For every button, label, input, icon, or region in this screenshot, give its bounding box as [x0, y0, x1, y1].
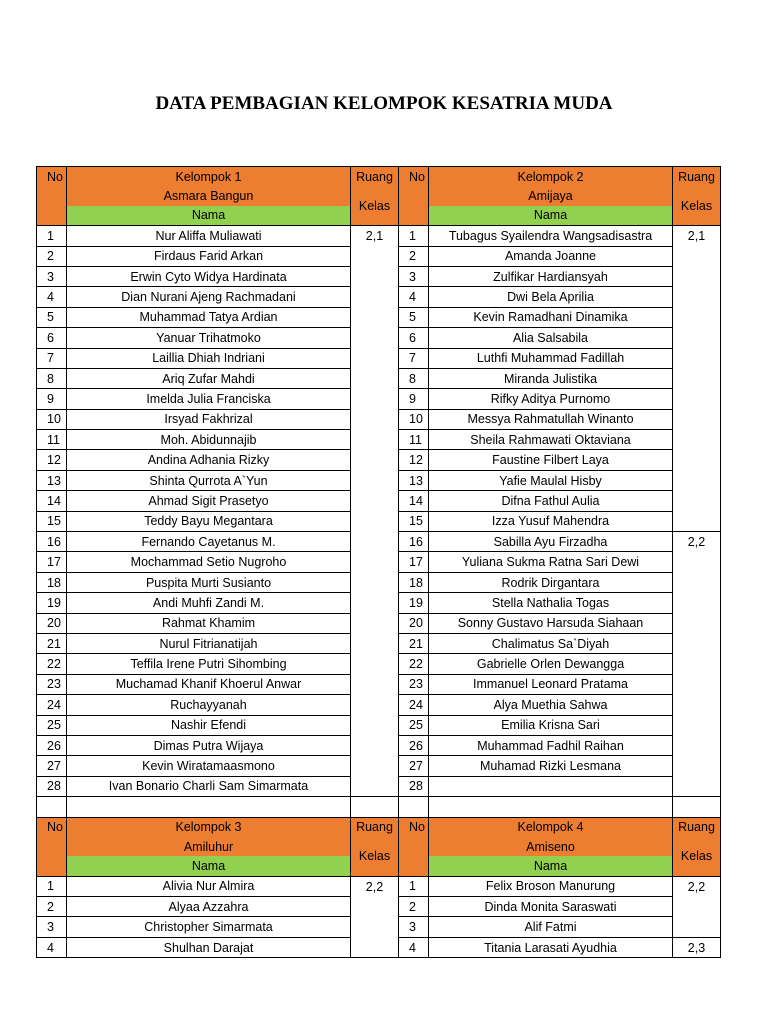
empty-cell	[37, 797, 67, 817]
room-class	[351, 552, 399, 572]
row-number: 11	[37, 430, 67, 450]
room-class: 2,1	[351, 226, 399, 246]
room-class	[351, 715, 399, 735]
room-class	[673, 389, 721, 409]
row-number: 2	[37, 897, 67, 917]
room-class: 2,1	[673, 226, 721, 246]
member-name: Alyaa Azzahra	[67, 897, 351, 917]
no-header: No	[37, 817, 67, 837]
row-number: 4	[399, 937, 429, 957]
room-class	[351, 266, 399, 286]
table-row	[37, 287, 721, 307]
table-row	[37, 633, 721, 653]
room-class	[673, 695, 721, 715]
room-class	[351, 389, 399, 409]
room-class	[351, 633, 399, 653]
row-number: 17	[399, 552, 429, 572]
table-row	[37, 613, 721, 633]
member-name: Sonny Gustavo Harsuda Siahaan	[429, 613, 673, 633]
row-number: 8	[37, 368, 67, 388]
room-class: 2,2	[351, 876, 399, 896]
room-class	[673, 430, 721, 450]
member-name: Shulhan Darajat	[67, 937, 351, 957]
room-class	[673, 654, 721, 674]
row-number: 24	[399, 695, 429, 715]
no-header: No	[399, 167, 429, 187]
room-class	[351, 246, 399, 266]
nama-header: Nama	[429, 206, 673, 226]
row-number: 7	[37, 348, 67, 368]
room-class	[673, 917, 721, 937]
row-number: 4	[37, 287, 67, 307]
row-number: 5	[399, 307, 429, 327]
no-header-blank	[399, 186, 429, 225]
room-class	[351, 695, 399, 715]
member-name: Andina Adhania Rizky	[67, 450, 351, 470]
group-name: Amiluhur	[67, 837, 351, 856]
room-class	[673, 674, 721, 694]
group-title: Kelompok 1	[67, 167, 351, 187]
member-name: Kevin Ramadhani Dinamika	[429, 307, 673, 327]
room-class	[673, 633, 721, 653]
member-name: Tubagus Syailendra Wangsadisastra	[429, 226, 673, 246]
row-number: 20	[37, 613, 67, 633]
row-number: 19	[399, 593, 429, 613]
room-class	[673, 776, 721, 796]
member-name: Alif Fatmi	[429, 917, 673, 937]
room-class	[673, 409, 721, 429]
row-number: 18	[37, 572, 67, 592]
room-class	[673, 287, 721, 307]
member-name: Chalimatus Sa`Diyah	[429, 633, 673, 653]
table-row	[37, 897, 721, 917]
room-class	[351, 897, 399, 917]
table-row	[37, 937, 721, 957]
room-class	[673, 511, 721, 531]
member-name: Dinda Monita Saraswati	[429, 897, 673, 917]
member-name: Miranda Julistika	[429, 368, 673, 388]
table-row	[37, 756, 721, 776]
member-name: Izza Yusuf Mahendra	[429, 511, 673, 531]
row-number: 13	[399, 470, 429, 490]
room-class	[673, 307, 721, 327]
member-name: Nashir Efendi	[67, 715, 351, 735]
member-name: Titania Larasati Ayudhia	[429, 937, 673, 957]
table-row	[37, 450, 721, 470]
row-number: 13	[37, 470, 67, 490]
member-name: Sabilla Ayu Firzadha	[429, 532, 673, 552]
row-number: 4	[37, 937, 67, 957]
member-name: Fernando Cayetanus M.	[67, 532, 351, 552]
row-number: 3	[37, 917, 67, 937]
empty-cell	[429, 797, 673, 817]
member-name: Alya Muethia Sahwa	[429, 695, 673, 715]
member-name: Felix Broson Manurung	[429, 876, 673, 896]
member-name: Nurul Fitrianatijah	[67, 633, 351, 653]
member-name: Ruchayyanah	[67, 695, 351, 715]
row-number: 21	[399, 633, 429, 653]
no-header-blank	[37, 186, 67, 225]
row-number: 15	[399, 511, 429, 531]
member-name: Imelda Julia Franciska	[67, 389, 351, 409]
group-name: Asmara Bangun	[67, 186, 351, 205]
nama-header: Nama	[67, 206, 351, 226]
row-number: 18	[399, 572, 429, 592]
member-name: Laillia Dhiah Indriani	[67, 348, 351, 368]
room-class	[673, 491, 721, 511]
spacer-row	[37, 797, 721, 817]
row-number: 3	[399, 917, 429, 937]
table-row	[37, 654, 721, 674]
room-class	[673, 897, 721, 917]
room-class	[351, 532, 399, 552]
room-class	[673, 715, 721, 735]
member-name: Amanda Joanne	[429, 246, 673, 266]
kelas-header: Kelas	[351, 186, 399, 225]
row-number: 28	[37, 776, 67, 796]
empty-cell	[399, 797, 429, 817]
member-name: Luthfi Muhammad Fadillah	[429, 348, 673, 368]
member-name: Erwin Cyto Widya Hardinata	[67, 266, 351, 286]
member-name	[429, 776, 673, 796]
room-class	[673, 735, 721, 755]
row-number: 4	[399, 287, 429, 307]
no-header-blank	[399, 837, 429, 876]
row-number: 27	[399, 756, 429, 776]
room-class	[673, 593, 721, 613]
member-name: Emilia Krisna Sari	[429, 715, 673, 735]
row-number: 10	[399, 409, 429, 429]
room-class	[673, 348, 721, 368]
room-class	[673, 756, 721, 776]
ruang-header: Ruang	[673, 167, 721, 187]
member-name: Mochammad Setio Nugroho	[67, 552, 351, 572]
row-number: 15	[37, 511, 67, 531]
row-number: 6	[399, 328, 429, 348]
member-name: Ariq Zufar Mahdi	[67, 368, 351, 388]
row-number: 12	[37, 450, 67, 470]
room-class	[351, 735, 399, 755]
table-row	[37, 715, 721, 735]
member-name: Nur Aliffa Muliawati	[67, 226, 351, 246]
room-class	[351, 287, 399, 307]
room-class: 2,3	[673, 937, 721, 957]
room-class	[351, 776, 399, 796]
room-class	[351, 674, 399, 694]
table-row	[37, 348, 721, 368]
member-name: Messya Rahmatullah Winanto	[429, 409, 673, 429]
table-row	[37, 368, 721, 388]
table-row	[37, 470, 721, 490]
member-name: Shinta Qurrota A`Yun	[67, 470, 351, 490]
table-row	[37, 511, 721, 531]
row-number: 14	[399, 491, 429, 511]
row-number: 8	[399, 368, 429, 388]
room-class	[351, 430, 399, 450]
member-name: Ahmad Sigit Prasetyo	[67, 491, 351, 511]
empty-cell	[67, 797, 351, 817]
row-number: 3	[37, 266, 67, 286]
no-header: No	[399, 817, 429, 837]
member-name: Yafie Maulal Hisby	[429, 470, 673, 490]
room-class	[351, 654, 399, 674]
member-name: Muchamad Khanif Khoerul Anwar	[67, 674, 351, 694]
member-name: Muhammad Tatya Ardian	[67, 307, 351, 327]
row-number: 23	[37, 674, 67, 694]
member-name: Zulfikar Hardiansyah	[429, 266, 673, 286]
row-number: 25	[399, 715, 429, 735]
row-number: 14	[37, 491, 67, 511]
header-row	[37, 186, 721, 205]
room-class	[673, 328, 721, 348]
room-class	[351, 593, 399, 613]
ruang-header: Ruang	[351, 167, 399, 187]
row-number: 16	[37, 532, 67, 552]
room-class	[351, 937, 399, 957]
row-number: 24	[37, 695, 67, 715]
no-header-blank	[37, 837, 67, 876]
member-name: Teddy Bayu Megantara	[67, 511, 351, 531]
table-row	[37, 552, 721, 572]
row-number: 11	[399, 430, 429, 450]
row-number: 26	[37, 735, 67, 755]
member-name: Difna Fathul Aulia	[429, 491, 673, 511]
group-title: Kelompok 3	[67, 817, 351, 837]
table-row	[37, 430, 721, 450]
table-row	[37, 695, 721, 715]
empty-cell	[673, 797, 721, 817]
member-name: Puspita Murti Susianto	[67, 572, 351, 592]
row-number: 2	[399, 897, 429, 917]
member-name: Christopher Simarmata	[67, 917, 351, 937]
room-class	[351, 348, 399, 368]
row-number: 16	[399, 532, 429, 552]
member-name: Immanuel Leonard Pratama	[429, 674, 673, 694]
row-number: 28	[399, 776, 429, 796]
header-row	[37, 817, 721, 837]
kelas-header: Kelas	[673, 186, 721, 225]
row-number: 10	[37, 409, 67, 429]
room-class	[351, 756, 399, 776]
row-number: 25	[37, 715, 67, 735]
member-name: Yuliana Sukma Ratna Sari Dewi	[429, 552, 673, 572]
row-number: 27	[37, 756, 67, 776]
table-row	[37, 674, 721, 694]
member-name: Alivia Nur Almira	[67, 876, 351, 896]
room-class: 2,2	[673, 532, 721, 552]
member-name: Dimas Putra Wijaya	[67, 735, 351, 755]
ruang-header: Ruang	[673, 817, 721, 837]
table-row	[37, 735, 721, 755]
member-name: Dian Nurani Ajeng Rachmadani	[67, 287, 351, 307]
row-number: 23	[399, 674, 429, 694]
row-number: 17	[37, 552, 67, 572]
table-row	[37, 532, 721, 552]
member-name: Rifky Aditya Purnomo	[429, 389, 673, 409]
room-class	[351, 917, 399, 937]
room-class	[673, 552, 721, 572]
member-name: Gabrielle Orlen Dewangga	[429, 654, 673, 674]
row-number: 20	[399, 613, 429, 633]
table-row	[37, 226, 721, 246]
room-class	[351, 491, 399, 511]
empty-cell	[351, 797, 399, 817]
row-number: 1	[37, 226, 67, 246]
room-class	[673, 450, 721, 470]
table-row	[37, 246, 721, 266]
table-row	[37, 389, 721, 409]
header-row	[37, 167, 721, 187]
kelas-header: Kelas	[351, 837, 399, 876]
row-number: 2	[37, 246, 67, 266]
table-row	[37, 409, 721, 429]
room-class	[673, 572, 721, 592]
nama-header: Nama	[429, 856, 673, 876]
ruang-header: Ruang	[351, 817, 399, 837]
room-class	[351, 572, 399, 592]
row-number: 5	[37, 307, 67, 327]
member-name: Teffila Irene Putri Sihombing	[67, 654, 351, 674]
member-name: Stella Nathalia Togas	[429, 593, 673, 613]
room-class	[351, 368, 399, 388]
member-name: Faustine Filbert Laya	[429, 450, 673, 470]
table-row	[37, 876, 721, 896]
member-name: Firdaus Farid Arkan	[67, 246, 351, 266]
kelas-header: Kelas	[673, 837, 721, 876]
member-name: Andi Muhfi Zandi M.	[67, 593, 351, 613]
room-class	[351, 409, 399, 429]
room-class	[351, 307, 399, 327]
row-number: 1	[37, 876, 67, 896]
row-number: 26	[399, 735, 429, 755]
row-number: 3	[399, 266, 429, 286]
row-number: 12	[399, 450, 429, 470]
header-row	[37, 837, 721, 856]
row-number: 6	[37, 328, 67, 348]
row-number: 7	[399, 348, 429, 368]
table-row	[37, 307, 721, 327]
row-number: 9	[399, 389, 429, 409]
row-number: 1	[399, 226, 429, 246]
member-name: Kevin Wiratamaasmono	[67, 756, 351, 776]
room-class	[351, 613, 399, 633]
room-class: 2,2	[673, 876, 721, 896]
member-name: Ivan Bonario Charli Sam Simarmata	[67, 776, 351, 796]
room-class	[673, 470, 721, 490]
table-row	[37, 572, 721, 592]
group-name: Amijaya	[429, 186, 673, 205]
row-number: 21	[37, 633, 67, 653]
room-class	[351, 470, 399, 490]
room-class	[351, 450, 399, 470]
table-row	[37, 776, 721, 796]
room-class	[673, 266, 721, 286]
group-title: Kelompok 2	[429, 167, 673, 187]
member-name: Moh. Abidunnajib	[67, 430, 351, 450]
row-number: 1	[399, 876, 429, 896]
group-table	[36, 166, 721, 958]
member-name: Irsyad Fakhrizal	[67, 409, 351, 429]
member-name: Sheila Rahmawati Oktaviana	[429, 430, 673, 450]
group-name: Amiseno	[429, 837, 673, 856]
room-class	[673, 368, 721, 388]
no-header: No	[37, 167, 67, 187]
row-number: 22	[37, 654, 67, 674]
member-name: Alia Salsabila	[429, 328, 673, 348]
member-name: Rahmat Khamim	[67, 613, 351, 633]
table-row	[37, 917, 721, 937]
room-class	[673, 613, 721, 633]
nama-header: Nama	[67, 856, 351, 876]
table-row	[37, 266, 721, 286]
member-name: Dwi Bela Aprilia	[429, 287, 673, 307]
member-name: Yanuar Trihatmoko	[67, 328, 351, 348]
table-row	[37, 328, 721, 348]
row-number: 9	[37, 389, 67, 409]
room-class	[351, 328, 399, 348]
table-row	[37, 593, 721, 613]
member-name: Rodrik Dirgantara	[429, 572, 673, 592]
member-name: Muhamad Rizki Lesmana	[429, 756, 673, 776]
room-class	[351, 511, 399, 531]
row-number: 19	[37, 593, 67, 613]
room-class	[673, 246, 721, 266]
row-number: 2	[399, 246, 429, 266]
row-number: 22	[399, 654, 429, 674]
table-row	[37, 491, 721, 511]
group-title: Kelompok 4	[429, 817, 673, 837]
page-title: DATA PEMBAGIAN KELOMPOK KESATRIA MUDA	[155, 93, 613, 114]
member-name: Muhammad Fadhil Raihan	[429, 735, 673, 755]
